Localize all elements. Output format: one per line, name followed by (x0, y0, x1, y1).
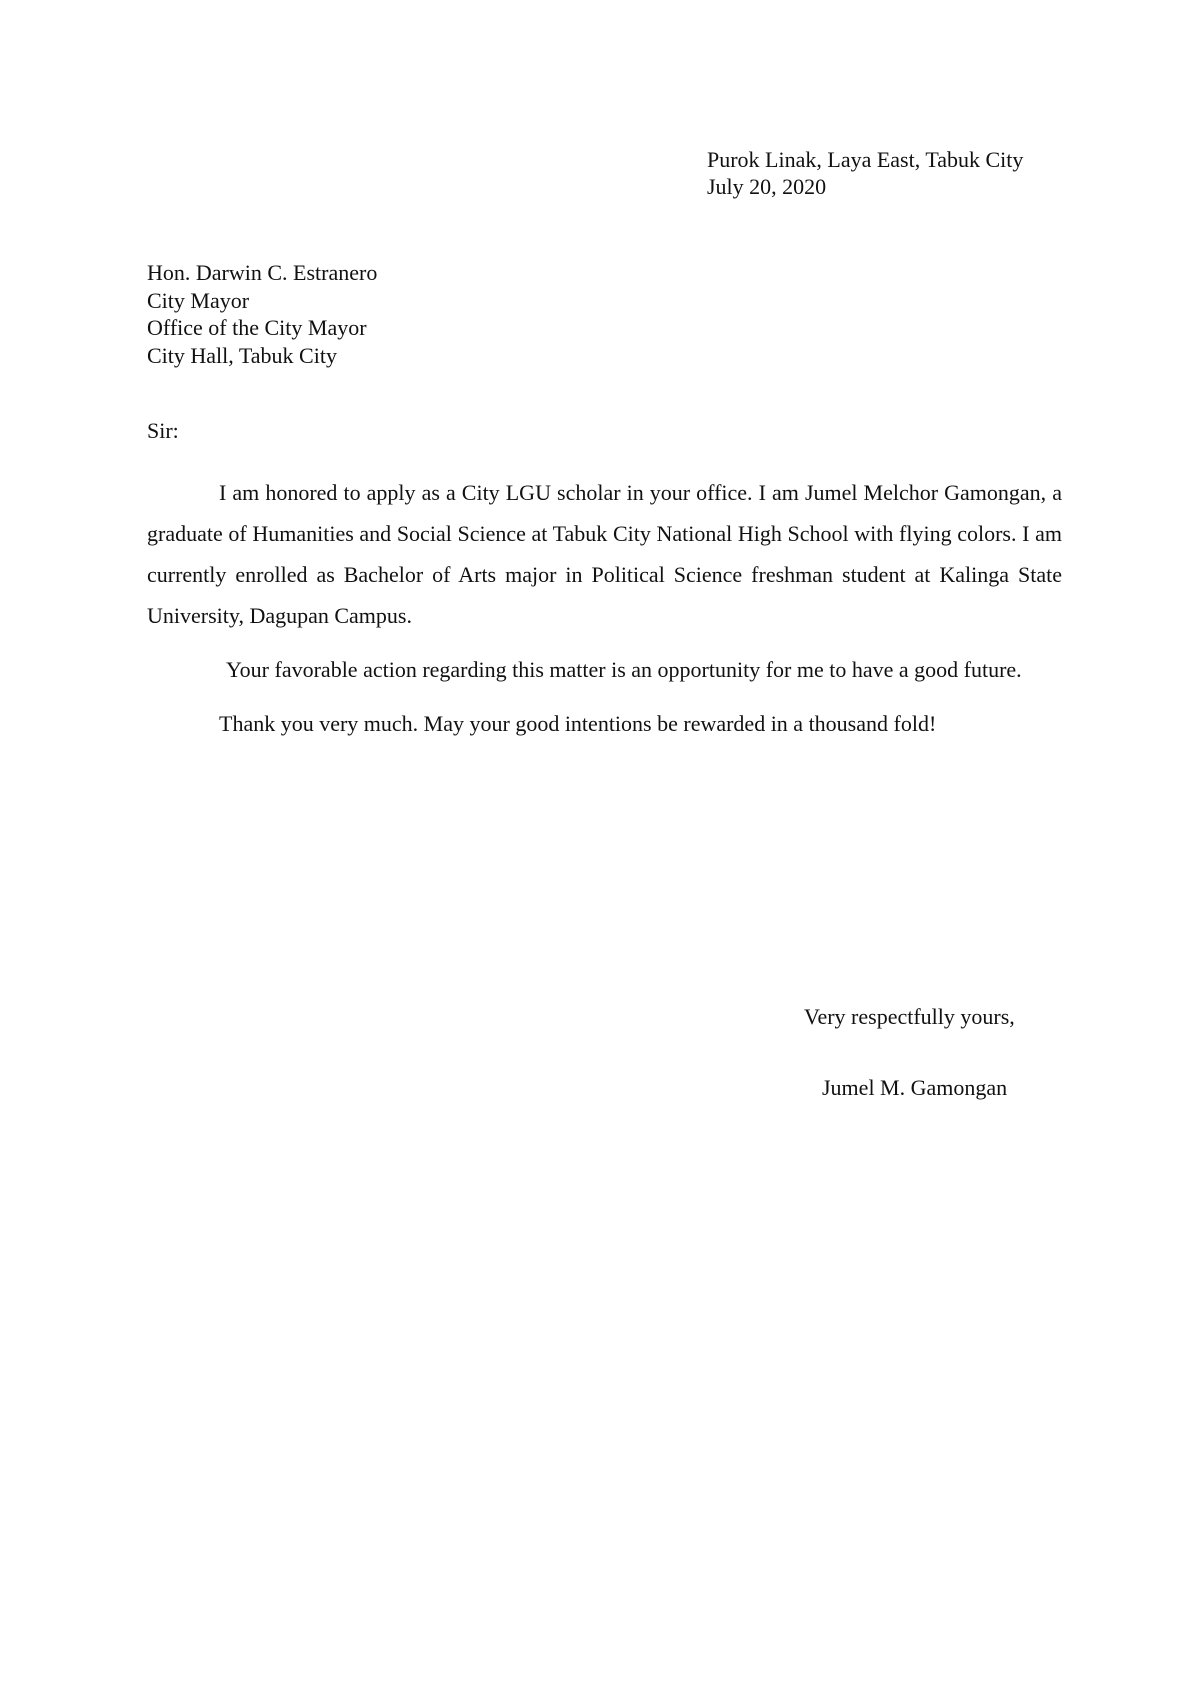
complimentary-close: Very respectfully yours, (804, 1004, 1015, 1029)
recipient-name: Hon. Darwin C. Estranero (147, 260, 378, 285)
sender-block (707, 146, 1023, 200)
recipient-block (147, 259, 377, 369)
sender-address: Purok Linak, Laya East, Tabuk City (707, 147, 1024, 172)
recipient-office: Office of the City Mayor (147, 315, 367, 340)
letter-date: July 20, 2020 (707, 174, 827, 199)
salutation: Sir: (147, 418, 179, 443)
body-paragraph: Thank you very much. May your good intentions be rewarded in a thousand fold! (219, 711, 937, 736)
body-paragraph: Your favorable action regarding this matter is an opportunity for me to have a good future. (226, 657, 1022, 682)
recipient-title: City Mayor (147, 287, 250, 313)
recipient-address: City Hall, Tabuk City (147, 342, 337, 368)
letter-body (147, 472, 1062, 744)
signature-name: Jumel M. Gamongan (822, 1075, 1008, 1100)
body-paragraph: I am honored to apply as a City LGU scholar in your office. I am Jumel Melchor Gamongan, a graduate of Humanities and Social Science at Tabuk City National High School with flying colors. I am currently enrolled as Bachelor of Arts major in Political Science freshman student at Kalinga State University, Dagupan Campus. (147, 480, 1062, 628)
